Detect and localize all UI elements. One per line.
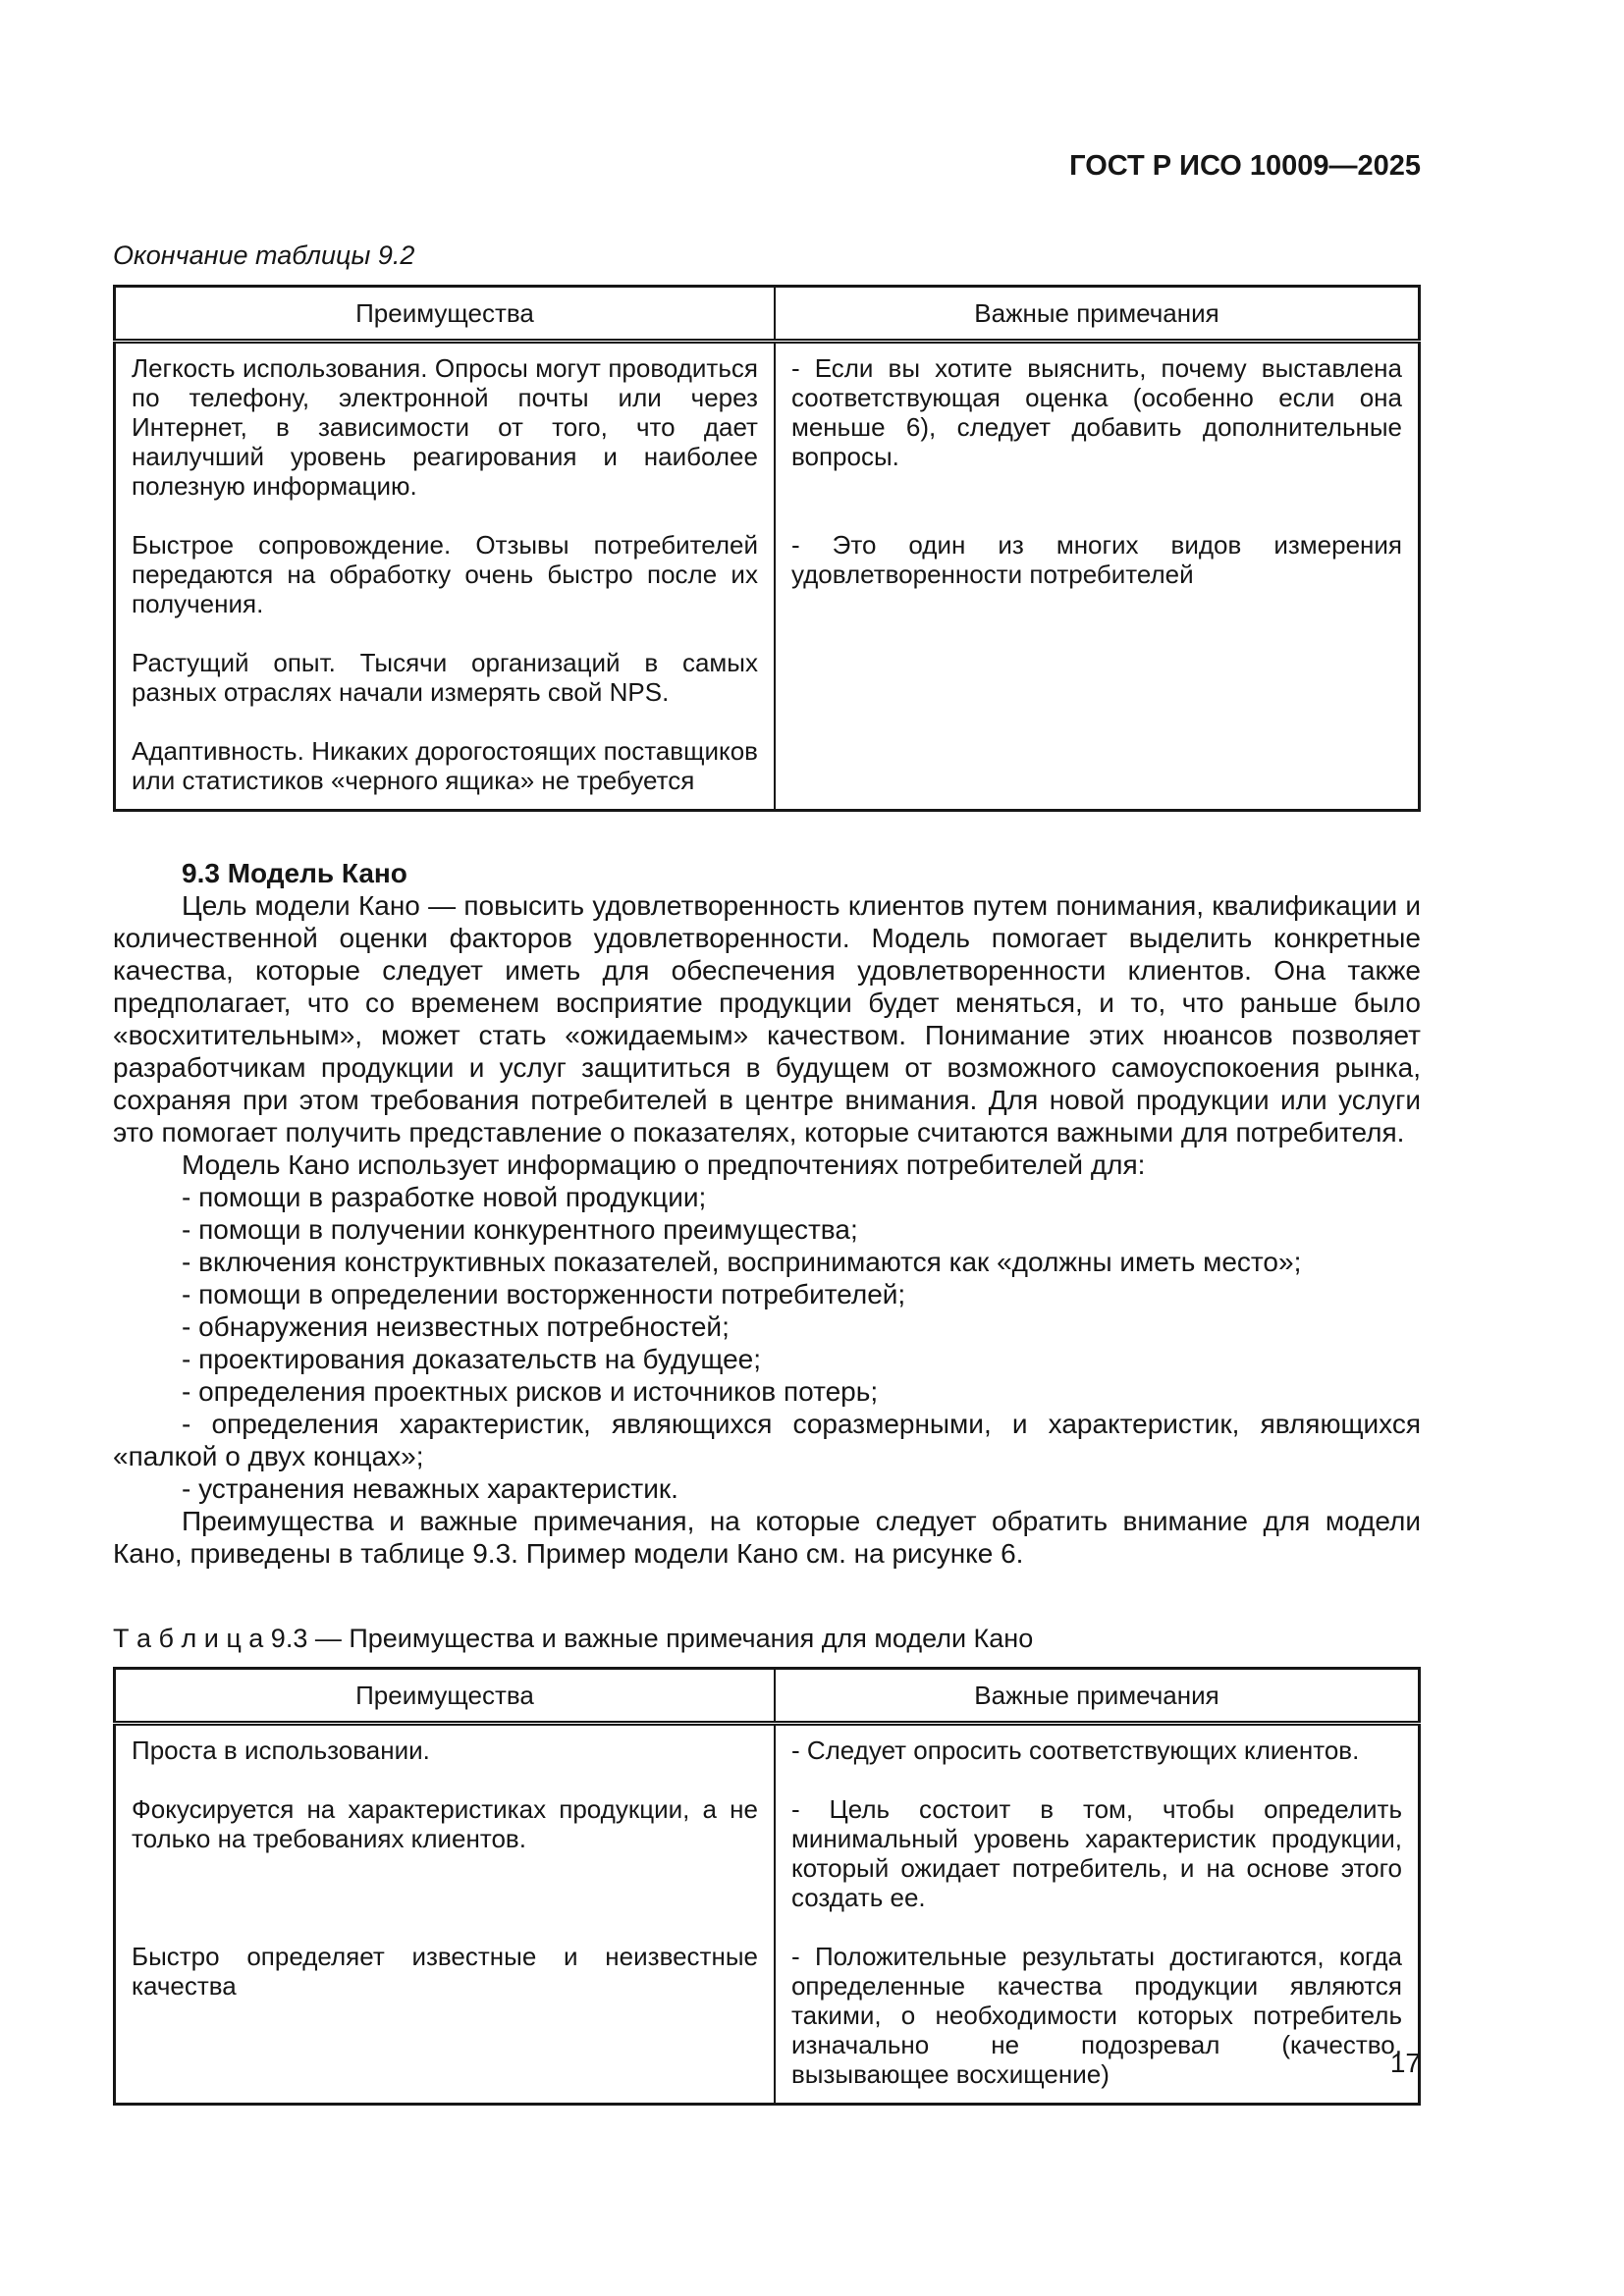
- table-row: [115, 520, 1420, 638]
- document-header-title: ГОСТ Р ИСО 10009—2025: [1069, 150, 1421, 182]
- list-item: - помощи в определении восторженности потребителей;: [182, 1279, 906, 1309]
- list-item: - определения проектных рисков и источников потерь;: [182, 1376, 879, 1407]
- note-cell: - Следует опросить соответствующих клиентов.: [775, 1724, 1420, 1786]
- note-cell: - Если вы хотите выяснить, почему выставлена соответствующая оценка (особенно если она меньше 6), следует добавить дополнительные вопросы.: [775, 342, 1420, 521]
- advantage-cell: Растущий опыт. Тысячи организаций в самых разных отраслях начали измерять свой NPS.: [115, 638, 775, 726]
- advantage-cell: Проста в использовании.: [115, 1724, 775, 1786]
- list-item: - помощи в разработке новой продукции;: [182, 1182, 707, 1212]
- list-item: - обнаружения неизвестных потребностей;: [182, 1311, 730, 1342]
- advantage-cell: Адаптивность. Никаких дорогостоящих поставщиков или статистиков «черного ящика» не требуется: [115, 726, 775, 811]
- note-cell: [775, 638, 1420, 726]
- section-9-3-heading: 9.3 Модель Кано: [182, 858, 407, 888]
- table-9-3-caption: Т а б л и ц а 9.3 — Преимущества и важные примечания для модели Кано: [113, 1624, 1034, 1653]
- table-9-2-continuation-caption: Окончание таблицы 9.2: [113, 240, 415, 270]
- list-intro-paragraph: Модель Кано использует информацию о предпочтениях потребителей для:: [182, 1149, 1146, 1180]
- note-cell: [775, 726, 1420, 811]
- paragraph: Цель модели Кано — повысить удовлетворенность клиентов путем понимания, квалификации и количественной оценки факторов удовлетворенности. Модель помогает выделить конкретные качества, которые следует иметь для обеспечения удовлетворенности клиентов. Она также предполагает, что со временем восприятие продукции будет меняться, и то, что раньше было «восхитительным», может стать «ожидаемым» качеством. Понимание этих нюансов позволяет разработчикам продукции и услуг защититься в будущем от возможного самоуспокоения рынка, сохраняя при этом требования потребителей в центре внимания. Для новой продукции или услуги это помогает получить представление о показателях, которые считаются важными для потребителя.: [113, 890, 1421, 1148]
- closing-paragraph: Преимущества и важные примечания, на которые следует обратить внимание для модели Кано, приведены в таблице 9.3. Пример модели Кано см. на рисунке 6.: [113, 1506, 1421, 1569]
- list-item: - определения характеристик, являющихся соразмерными, и характеристик, являющихся «палкой о двух концах»;: [113, 1409, 1421, 1471]
- advantage-cell: Фокусируется на характеристиках продукции, а не только на требованиях клиентов.: [115, 1785, 775, 1932]
- table-9-2-continued: [113, 285, 1421, 812]
- note-cell: - Цель состоит в том, чтобы определить минимальный уровень характеристик продукции, который ожидает потребитель, и на основе этого создать ее.: [775, 1785, 1420, 1932]
- table-9-3: [113, 1667, 1421, 2106]
- list-item: - проектирования доказательств на будущее;: [182, 1344, 762, 1374]
- table-row: [115, 342, 1420, 521]
- column-header-notes: Важные примечания: [775, 1669, 1420, 1724]
- table-header-row: [115, 1669, 1420, 1724]
- note-cell: - Положительные результаты достигаются, когда определенные качества продукции являются такими, о необходимости которых потребитель изначально не подозревал (качество, вызывающее восхищение): [775, 1932, 1420, 2105]
- list-item: - включения конструктивных показателей, воспринимаются как «должны иметь место»;: [182, 1247, 1302, 1277]
- table-row: [115, 726, 1420, 811]
- column-header-notes: Важные примечания: [775, 287, 1420, 342]
- advantage-cell: Быстро определяет известные и неизвестные качества: [115, 1932, 775, 2105]
- advantage-cell: Быстрое сопровождение. Отзывы потребителей передаются на обработку очень быстро после их получения.: [115, 520, 775, 638]
- note-cell: - Это один из многих видов измерения удовлетворенности потребителей: [775, 520, 1420, 638]
- table-row: [115, 1932, 1420, 2105]
- list-item: - устранения неважных характеристик.: [182, 1473, 678, 1504]
- table-row: [115, 1785, 1420, 1932]
- table-row: [115, 638, 1420, 726]
- list-item: - помощи в получении конкурентного преимущества;: [182, 1214, 858, 1245]
- page-number: 17: [1389, 2048, 1421, 2078]
- column-header-advantages: Преимущества: [115, 287, 775, 342]
- column-header-advantages: Преимущества: [115, 1669, 775, 1724]
- section-9-3-body: [113, 889, 1421, 1570]
- table-row: [115, 1724, 1420, 1786]
- advantage-cell: Легкость использования. Опросы могут проводиться по телефону, электронной почты или через Интернет, в зависимости от того, что дает наилучший уровень реагирования и наиболее полезную информацию.: [115, 342, 775, 521]
- table-header-row: [115, 287, 1420, 342]
